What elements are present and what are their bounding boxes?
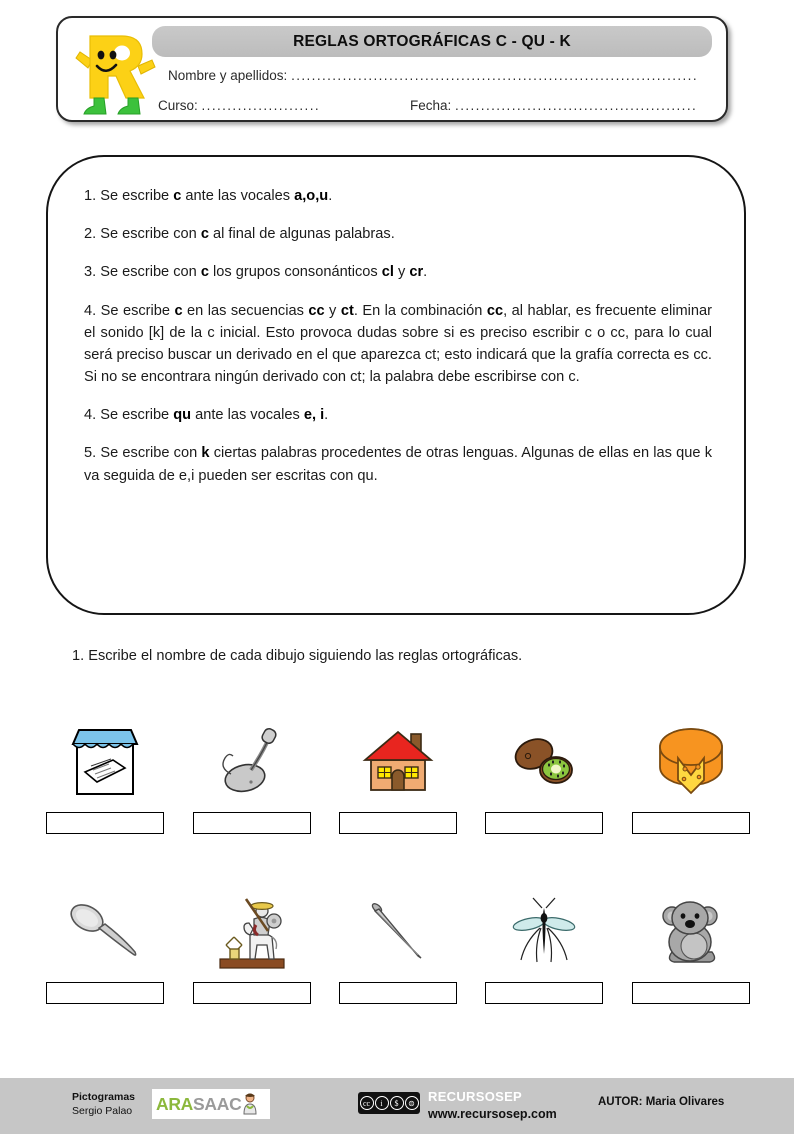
creative-commons-icon: cc i $ ⊜ <box>358 1092 420 1114</box>
nail-icon <box>355 888 441 974</box>
answer-input-box[interactable] <box>485 812 603 834</box>
pictogram-item <box>178 718 324 834</box>
rules-box <box>46 155 746 615</box>
answer-input-box[interactable] <box>632 982 750 1004</box>
pictogram-row-2 <box>32 888 764 1004</box>
pictogram-item <box>32 888 178 1004</box>
name-input-line[interactable]: ............................................................................... <box>291 68 698 83</box>
rule-3: 3. Se escribe con c los grupos consonánticos cl y cr. <box>84 264 428 281</box>
pictogram-item <box>471 718 617 834</box>
recursosep-credit <box>428 1089 557 1122</box>
answer-input-box[interactable] <box>193 812 311 834</box>
answer-input-box[interactable] <box>485 982 603 1004</box>
rule-4-cc-ct: 4. Se escribe c en las secuencias cc y ct. En la combinación cc, al hablar, es frecuente eliminar el sonido [k] de la c inicial. Esto provoca dudas sobre si es preciso escribir c o cc, para lo cual será preciso buscar un derivado en el que aparezca ct; esto indicará que la grafía correcta es cc. Si no se encontrara ningún derivado con ct; la palabra debe escribirse con c. <box>84 302 713 386</box>
fecha-label: Fecha: <box>410 98 452 113</box>
header-card <box>56 16 728 122</box>
mosquito-icon <box>507 888 581 974</box>
spoon-icon <box>63 888 147 974</box>
kiwi-fruit-icon <box>506 718 582 804</box>
rule-5-k: 5. Se escribe con k ciertas palabras procedentes de otras lenguas. Algunas de ellas en las que k va seguida de e,i pueden ser escritas con qu. <box>84 445 712 484</box>
page-title: REGLAS ORTOGRÁFICAS C - QU - K <box>293 32 571 50</box>
worksheet-title-bar <box>152 26 712 57</box>
recursosep-url[interactable]: www.recursosep.com <box>428 1106 557 1121</box>
answer-input-box[interactable] <box>193 982 311 1004</box>
arasaac-ara-text: ARA <box>156 1093 194 1114</box>
recursosep-name: RECURSOSEP <box>428 1089 523 1104</box>
pictogram-item <box>471 888 617 1004</box>
rules-list <box>84 185 712 503</box>
arasaac-saac-text: SAAC <box>193 1093 242 1114</box>
fecha-field-row <box>410 98 697 113</box>
worksheet-author: AUTOR: Maria Olivares <box>598 1096 725 1108</box>
pictogram-item <box>325 888 471 1004</box>
knight-don-quijote-icon <box>210 888 294 974</box>
pictogram-item <box>178 888 324 1004</box>
fecha-input-line[interactable]: ............................................... <box>455 98 698 113</box>
letter-r-mascot-icon <box>72 26 160 118</box>
pictogram-row-1 <box>32 718 764 834</box>
microphone-icon <box>217 718 287 804</box>
kiosk-newsstand-icon <box>69 718 141 804</box>
rule-4-qu: 4. Se escribe qu ante las vocales e, i. <box>84 407 329 424</box>
answer-input-box[interactable] <box>46 982 164 1004</box>
curso-field-row <box>158 98 320 113</box>
arasaac-logo <box>152 1089 270 1119</box>
pictogramas-label: Pictogramas <box>72 1091 136 1103</box>
answer-input-box[interactable] <box>339 812 457 834</box>
exercise-instruction: 1. Escribe el nombre de cada dibujo siguiendo las reglas ortográficas. <box>72 648 523 664</box>
name-label: Nombre y apellidos: <box>168 68 288 83</box>
answer-input-box[interactable] <box>46 812 164 834</box>
pictogram-item <box>618 888 764 1004</box>
koala-icon <box>656 888 726 974</box>
curso-input-line[interactable]: ....................... <box>201 98 320 113</box>
arasaac-person-icon <box>241 1092 259 1116</box>
curso-label: Curso: <box>158 98 198 113</box>
pictogram-item <box>618 718 764 834</box>
rule-1: 1. Se escribe c ante las vocales a,o,u. <box>84 188 333 204</box>
pictogramas-credit <box>72 1091 135 1119</box>
cheese-wheel-icon <box>652 718 730 804</box>
rule-2: 2. Se escribe con c al final de algunas palabras. <box>84 226 395 243</box>
pictogram-item <box>32 718 178 834</box>
answer-input-box[interactable] <box>339 982 457 1004</box>
footer-bar <box>0 1078 794 1134</box>
pictogram-item <box>325 718 471 834</box>
house-icon <box>359 718 437 804</box>
name-field-row <box>168 68 698 83</box>
answer-input-box[interactable] <box>632 812 750 834</box>
pictogramas-author: Sergio Palao <box>72 1104 133 1117</box>
